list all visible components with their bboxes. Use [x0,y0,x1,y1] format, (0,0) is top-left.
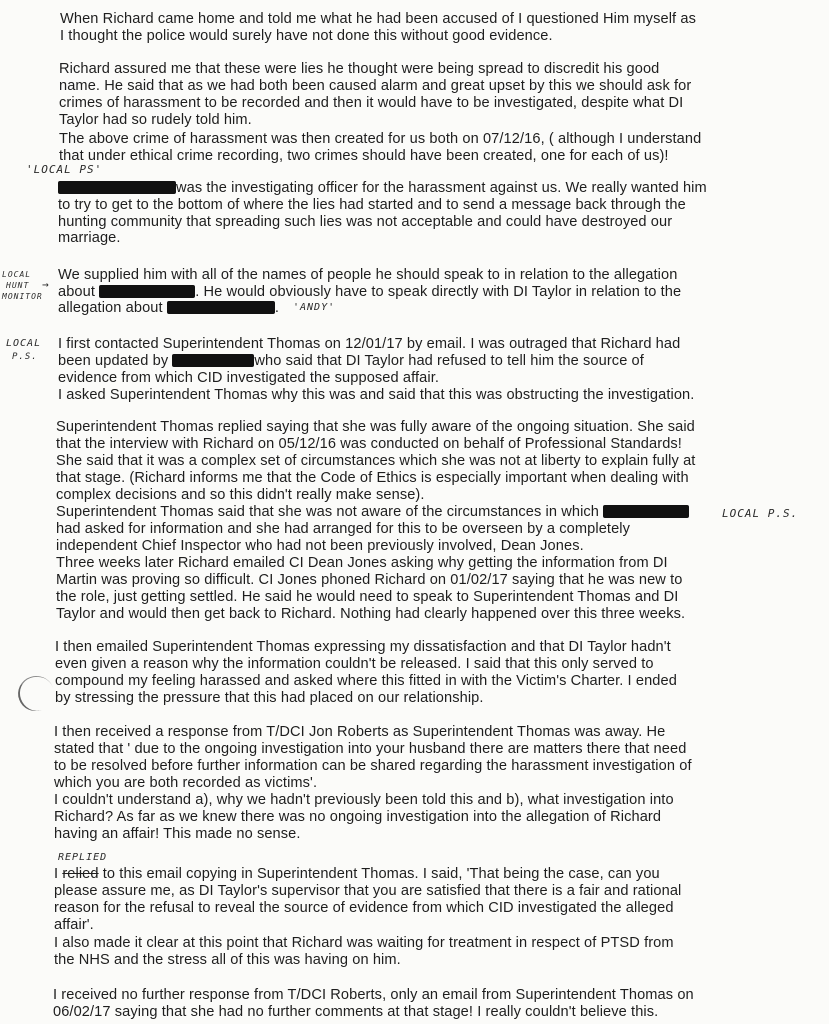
text-line: She said that it was a complex set of circumstances which she was not at liberty to explain fully at [56,453,696,469]
text-line: Taylor had so rudely told him. [59,112,252,128]
text-line: independent Chief Inspector who had not been previously involved, Dean Jones. [56,538,584,554]
redaction-block [99,285,195,298]
handwritten-note: 'ANDY' [293,302,336,313]
text-line: by stressing the pressure that this had placed on our relationship. [55,690,484,706]
handwritten-note: LOCAL P.S. [722,507,799,520]
text-line: Taylor and would then get back to Richard. Nothing had clearly happened over this three weeks. [56,606,686,622]
text-line: which you are both recorded as victims'. [54,775,318,791]
text-line: been updated by who said that DI Taylor had refused to tell him the source of [58,353,644,369]
text-line: I also made it clear at this point that Richard was waiting for treatment in respect of PTSD from [54,935,674,951]
text-line: evidence from which CID investigated the supposed affair. [58,370,440,386]
text-line: reason for the refusal to reveal the source of evidence from which CID investigated the alleged [54,900,674,916]
text-line: Superintendent Thomas said that she was not aware of the circumstances in which [56,504,689,520]
handwritten-note: 'LOCAL PS' [26,163,103,176]
text-line: I received no further response from T/DCI Roberts, only an email from Superintendent Thomas on [53,987,694,1003]
text-line: the NHS and the stress all of this was having on him. [54,952,401,968]
text-line: We supplied him with all of the names of people he should speak to in relation to the allegation [58,267,678,283]
text-line: When Richard came home and told me what he had been accused of I questioned Him myself as [60,11,696,27]
handwritten-note: MONITOR [2,292,43,301]
text-line: I first contacted Superintendent Thomas on 12/01/17 by email. I was outraged that Richard had [58,336,681,352]
text-line: to try to get to the bottom of where the lies had started and to send a message back through the [58,197,686,213]
handwritten-note: HUNT [6,281,30,290]
redaction-block [172,354,254,367]
text-line: having an affair! This made no sense. [54,826,301,842]
arrow-icon: → [42,278,50,291]
text-line: the role, just getting settled. He said he would need to speak to Superintendent Thomas and DI [56,589,679,605]
text-line: I then emailed Superintendent Thomas expressing my dissatisfaction and that DI Taylor hadn't [55,639,671,655]
text-line: affair'. [54,917,94,933]
text-line: Superintendent Thomas replied saying that she was fully aware of the ongoing situation. She said [56,419,695,435]
text-line: had asked for information and she had arranged for this to be overseen by a completely [56,521,631,537]
handwritten-note: P.S. [12,352,38,362]
handwritten-note: REPLIED [58,852,108,863]
text-line: please assure me, as DI Taylor's supervisor that you are satisfied that there is a fair and rational [54,883,682,899]
text-line: name. He said that as we had both been caused alarm and great upset by this we should ask for [59,78,692,94]
redaction-block [58,181,176,194]
text-line: stated that ' due to the ongoing investigation into your husband there are matters there that need [54,741,687,757]
text-line: Richard? As far as we knew there was no ongoing investigation into the allegation of Richard [54,809,662,825]
text-line: I couldn't understand a), why we hadn't previously been told this and b), what investigation into [54,792,674,808]
text-line: I then received a response from T/DCI Jon Roberts as Superintendent Thomas was away. He [54,724,666,740]
handwritten-note: LOCAL [2,270,32,279]
text-line: allegation about . [58,300,279,316]
text-line: marriage. [58,230,121,246]
text-line: compound my feeling harassed and asked where this fitted in with the Victim's Charter. I ended [55,673,677,689]
text-line: hunting community that spreading such lies was not acceptable and could have destroyed our [58,214,673,230]
redaction-block [603,505,689,518]
text-line: I asked Superintendent Thomas why this was and said that this was obstructing the investigation. [58,387,695,403]
text-line: to be resolved before further information can be shared regarding the harassment investigation of [54,758,692,774]
text-line: that under ethical crime recording, two crimes should have been created, one for each of us)! [59,148,669,164]
text-line: complex decisions and so this didn't really make sense). [56,487,425,503]
text-line: that the interview with Richard on 05/12/16 was conducted on behalf of Professional Standards! [56,436,682,452]
text-line: crimes of harassment to be recorded and then it would have to be investigated, despite what DI [59,95,684,111]
redaction-block [167,301,275,314]
handwritten-note: LOCAL [6,338,42,349]
text-line: even given a reason why the information couldn't be released. I said that this only served to [55,656,654,672]
text-line: about . He would obviously have to speak directly with DI Taylor in relation to the [58,284,682,300]
text-line: I relied to this email copying in Superintendent Thomas. I said, 'That being the case, can you [54,866,660,882]
text-line: 06/02/17 saying that she had no further comments at that stage! I really couldn't believe this. [53,1004,659,1020]
text-line: I thought the police would surely have not done this without good evidence. [60,28,553,44]
text-line: that stage. (Richard informs me that the Code of Ethics is especially important when dealing with [56,470,689,486]
text-line: Three weeks later Richard emailed CI Dean Jones asking why getting the information from DI [56,555,668,571]
punch-hole-mark [13,671,59,716]
text-line: The above crime of harassment was then created for us both on 07/12/16, ( although I understand [59,131,702,147]
text-line: Richard assured me that these were lies he thought were being spread to discredit his good [59,61,660,77]
text-line: was the investigating officer for the harassment against us. We really wanted him [58,180,707,196]
text-line: Martin was proving so difficult. CI Jones phoned Richard on 01/02/17 saying that he was new to [56,572,683,588]
